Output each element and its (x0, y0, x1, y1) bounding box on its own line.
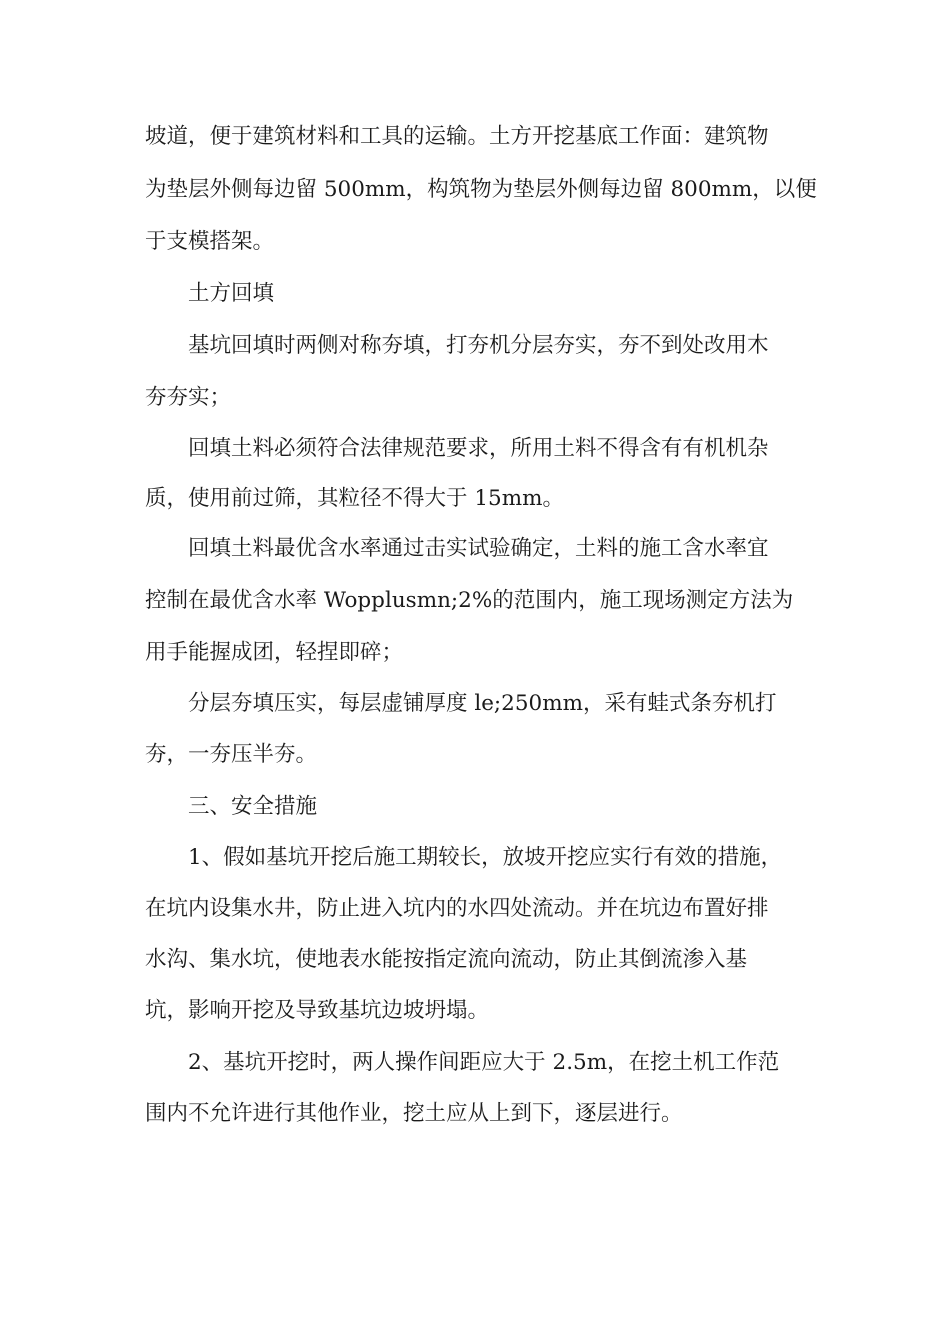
text-line-6: 夯夯实； (145, 385, 232, 410)
text-line-10: 控制在最优含水率 Wopplusmn;2%的范围内，施工现场测定方法为 (145, 588, 794, 613)
text-line-9: 回填土料最优含水率通过击实试验确定，土料的施工含水率宜 (188, 536, 769, 561)
text-line-11: 用手能握成团，轻捏即碎； (145, 640, 404, 665)
text-line-8: 质，使用前过筛，其粒径不得大于 15mm。 (145, 486, 564, 511)
text-line-3: 于支模搭架。 (145, 229, 275, 254)
text-line-2: 为垫层外侧每边留 500mm，构筑物为垫层外侧每边留 800mm，以便 (145, 177, 817, 202)
text-line-12: 分层夯填压实，每层虚铺厚度 le;250mm，采有蛙式条夯机打 (188, 691, 777, 716)
text-line-19: 2、基坑开挖时，两人操作间距应大于 2.5m，在挖土机工作范 (188, 1050, 780, 1075)
text-line-15: 1、假如基坑开挖后施工期较长，放坡开挖应实行有效的措施， (188, 845, 783, 870)
text-line-7: 回填土料必须符合法律规范要求，所用土料不得含有有机机杂 (188, 436, 769, 461)
text-line-16: 在坑内设集水井，防止进入坑内的水四处流动。并在坑边布置好排 (145, 896, 769, 921)
text-line-18: 坑，影响开挖及导致基坑边坡坍塌。 (145, 998, 490, 1023)
text-line-17: 水沟、集水坑，使地表水能按指定流向流动，防止其倒流渗入基 (145, 947, 748, 972)
section-heading-backfill: 土方回填 (188, 281, 275, 306)
text-line-20: 围内不允许进行其他作业，挖土应从上到下，逐层进行。 (145, 1101, 683, 1126)
text-line-1: 坡道，便于建筑材料和工具的运输。土方开挖基底工作面：建筑物 (145, 124, 769, 149)
text-line-5: 基坑回填时两侧对称夯填，打夯机分层夯实，夯不到处改用木 (188, 333, 769, 358)
text-line-13: 夯，一夯压半夯。 (145, 742, 318, 767)
section-heading-safety: 三、安全措施 (188, 794, 318, 819)
